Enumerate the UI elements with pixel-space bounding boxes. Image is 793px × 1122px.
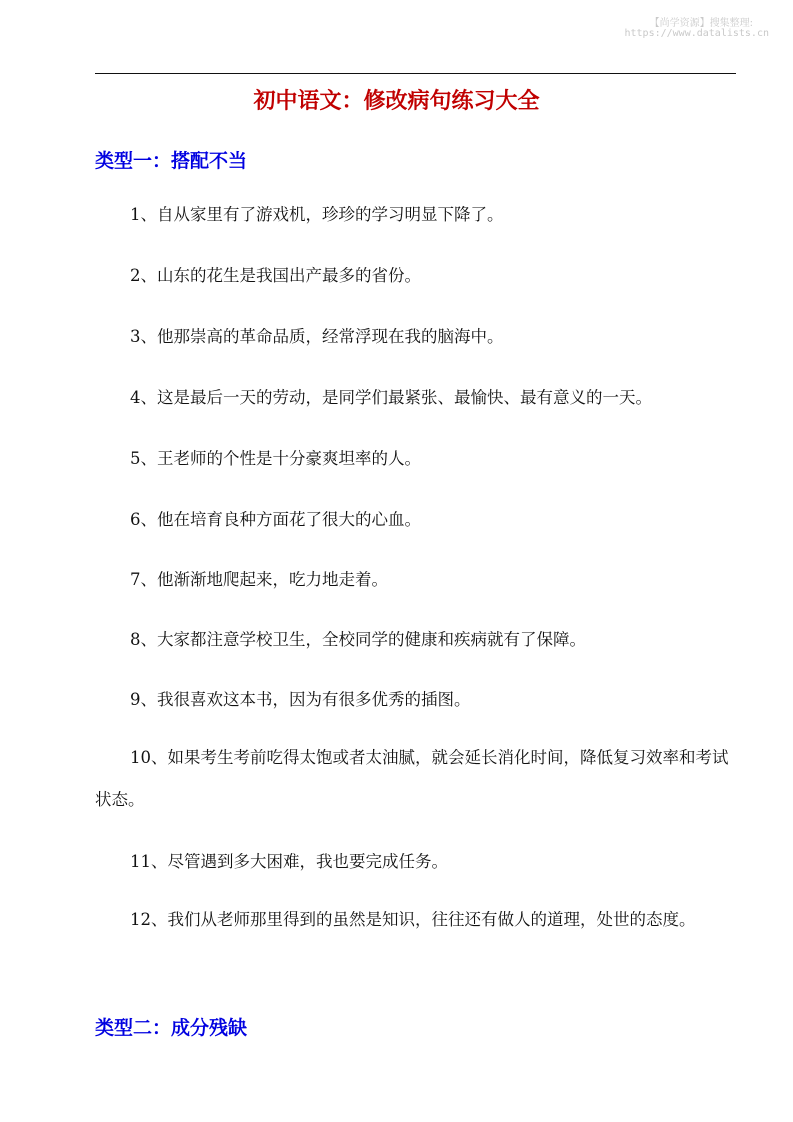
exercise-item: 10、如果考生考前吃得太饱或者太油腻，就会延长消化时间，降低复习效率和考试状态。: [95, 748, 729, 809]
watermark-url: https://www.datalists.cn: [624, 28, 769, 39]
exercise-item: 11、尽管遇到多大困难，我也要完成任务。: [130, 852, 448, 871]
watermark-source: 【尚学资源】搜集整理:: [649, 18, 753, 29]
exercise-item: 2、山东的花生是我国出产最多的省份。: [130, 266, 421, 285]
document-title: 初中语文：修改病句练习大全: [253, 89, 540, 114]
exercise-item: 5、王老师的个性是十分豪爽坦率的人。: [130, 449, 421, 468]
exercise-item: 3、他那崇高的革命品质，经常浮现在我的脑海中。: [130, 327, 504, 346]
exercise-item: 8、大家都注意学校卫生，全校同学的健康和疾病就有了保障。: [130, 630, 586, 649]
exercise-item: 7、他渐渐地爬起来，吃力地走着。: [130, 570, 388, 589]
exercise-item: 4、这是最后一天的劳动，是同学们最紧张、最愉快、最有意义的一天。: [130, 388, 652, 407]
exercise-item: 9、我很喜欢这本书，因为有很多优秀的插图。: [130, 690, 471, 709]
exercise-item: 12、我们从老师那里得到的虽然是知识，往往还有做人的道理，处世的态度。: [130, 910, 696, 929]
header-rule: [95, 73, 736, 74]
section-heading-1: 类型一：搭配不当: [95, 150, 248, 172]
section-heading-2: 类型二：成分残缺: [95, 1017, 248, 1039]
exercise-item: 1、自从家里有了游戏机，珍珍的学习明显下降了。: [130, 205, 504, 224]
exercise-item: 6、他在培育良种方面花了很大的心血。: [130, 510, 421, 529]
